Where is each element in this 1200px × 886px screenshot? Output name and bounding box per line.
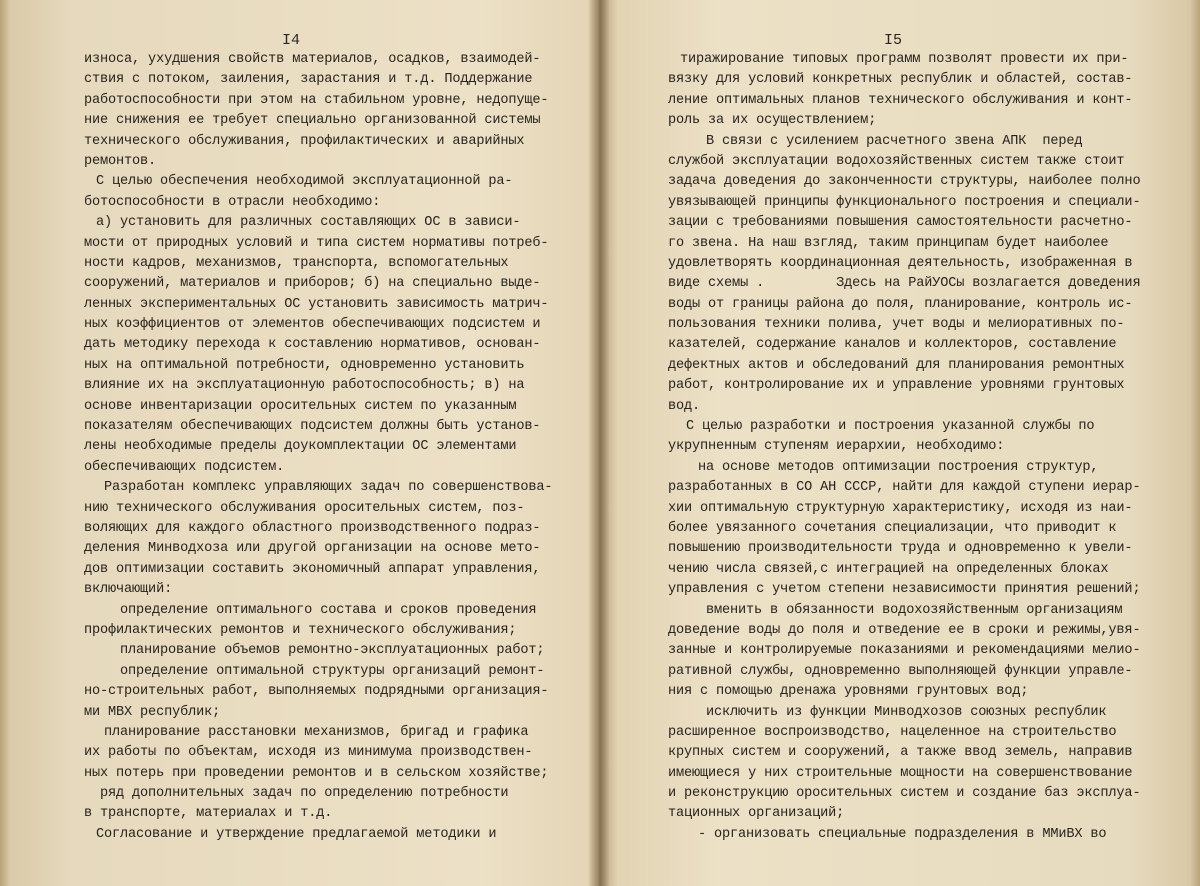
text-line: роль за их осуществлением; <box>668 113 877 129</box>
text-line: вод. <box>668 398 701 414</box>
text-line: го звена. На наш взгляд, таким принципам будет наиболее <box>668 235 1109 251</box>
text-line: их работы по объектам, исходя из минимума производствен- <box>84 745 533 761</box>
text-line: ративной службы, одновременно выполняющей функции управле- <box>668 663 1133 679</box>
text-line: лены необходимые пределы доукомплектации ОС элементами <box>84 439 517 455</box>
page-text <box>606 50 1200 845</box>
text-line: доведение воды до поля и отведение ее в сроки и режимы,увя- <box>668 622 1141 638</box>
text-line: исключить из функции Минводхозов союзных республик <box>706 704 1107 720</box>
text-line: хии оптимальную структурную характеристику, исходя из наи- <box>668 500 1133 516</box>
page-number: I5 <box>884 32 903 49</box>
text-line: и реконструкцию оросительных систем и создание баз эксплуа- <box>668 786 1141 802</box>
text-line: С целью разработки и построения указанной службы по <box>686 419 1095 435</box>
text-line: на основе методов оптимизации построения структур, <box>698 459 1099 475</box>
text-line: ных на оптимальной потребности, одновременно установить <box>84 357 525 373</box>
text-line: крупных систем и сооружений, а также ввод земель, направив <box>668 745 1133 761</box>
text-line: определение оптимальной структуры организаций ремонт- <box>120 663 545 679</box>
text-line: ния с помощью дренажа уровнями грунтовых вод; <box>668 684 1029 700</box>
text-line: влияние их на эксплуатационную работоспособность; в) на <box>84 378 525 394</box>
text-line: воляющих для каждого областного производственного подраз- <box>84 520 541 536</box>
text-line: увязывающей принципы функционального построения и специали- <box>668 194 1141 210</box>
text-line: ности кадров, механизмов, транспорта, вспомогательных <box>84 255 509 271</box>
text-line: С целью обеспечения необходимой эксплуатационной ра- <box>96 174 513 190</box>
text-line: воды от границы района до поля, планирование, контроль ис- <box>668 296 1133 312</box>
text-line: службой эксплуатации водохозяйственных систем также стоит <box>668 153 1125 169</box>
text-line: показателям обеспечивающих подсистем должны быть установ- <box>84 419 541 435</box>
text-line: ми МВХ республик; <box>84 704 221 720</box>
text-line: повышению производительности труда и одновременно к увели- <box>668 541 1133 557</box>
text-line: дов оптимизации составить экономичный аппарат управления, <box>84 561 541 577</box>
text-line: ствия с потоком, заиления, зарастания и т.д. Поддержание <box>84 72 533 88</box>
text-line: дать методику перехода к составлению нормативов, основан- <box>84 337 541 353</box>
text-line: технического обслуживания, профилактических и аварийных <box>84 133 525 149</box>
text-line: основе инвентаризации оросительных систем по указанным <box>84 398 517 414</box>
text-line: удовлетворять координационная деятельность, изображенная в <box>668 255 1133 271</box>
text-line: тационных организаций; <box>668 806 845 822</box>
text-line: расширенное воспроизводство, нацеленное на строительство <box>668 724 1117 740</box>
text-line: вменить в обязанности водохозяйственным организациям <box>706 602 1123 618</box>
text-line: задача доведения до законченности структуры, наиболее полно <box>668 174 1141 190</box>
left-page <box>0 0 592 886</box>
text-line: имеющиеся у них строительные мощности на совершенствование <box>668 765 1133 781</box>
text-line: Согласование и утверждение предлагаемой методики и <box>96 826 497 842</box>
page-text <box>0 50 592 845</box>
text-line: планирование расстановки механизмов, бригад и графика <box>104 724 529 740</box>
text-line: ных коэффициентов от элементов обеспечивающих подсистем и <box>84 317 541 333</box>
right-page <box>606 0 1200 886</box>
text-line: укрупненным ступеням иерархии, необходимо: <box>668 439 1005 455</box>
text-line: занные и контролируемые показаниями и рекомендациями мелио- <box>668 643 1141 659</box>
text-line: В связи с усилением расчетного звена АПК перед <box>706 133 1083 149</box>
text-line: работоспособности при этом на стабильном уровне, недопуще- <box>84 92 549 108</box>
text-line: дефектных актов и обследований для планирования ремонтных <box>668 357 1125 373</box>
text-line: ление оптимальных планов технического обслуживания и конт- <box>668 92 1133 108</box>
text-line: ленных экспериментальных ОС установить зависимость матрич- <box>84 296 549 312</box>
text-line: ние снижения ее требует специально организованной системы <box>84 113 541 129</box>
text-line: работ, контролирование их и управление уровнями грунтовых <box>668 378 1125 394</box>
text-line: вязку для условий конкретных республик и областей, состав- <box>668 72 1133 88</box>
text-line: профилактических ремонтов и технического обслуживания; <box>84 622 517 638</box>
text-line: обеспечивающих подсистем. <box>84 459 285 475</box>
text-line: сооружений, материалов и приборов; б) на специально выде- <box>84 276 541 292</box>
text-line: ных потерь при проведении ремонтов и в сельском хозяйстве; <box>84 765 549 781</box>
text-line: ботоспособности в отрасли необходимо: <box>84 194 381 210</box>
text-line: - организовать специальные подразделения в ММиВХ во <box>698 826 1107 842</box>
text-line: в транспорте, материалах и т.д. <box>84 806 333 822</box>
page-number: I4 <box>282 32 301 49</box>
text-line: износа, ухудшения свойств материалов, осадков, взаимодей- <box>84 52 541 67</box>
text-line: а) установить для различных составляющих ОС в зависи- <box>96 215 521 231</box>
text-line: ремонтов. <box>84 153 157 169</box>
text-line: более увязанного сочетания специализации, что приводит к <box>668 520 1117 536</box>
text-line: виде схемы . Здесь на РайУОСы возлагается доведения <box>668 276 1141 292</box>
text-line: разработанных в СО АН СССР, найти для каждой ступени иерар- <box>668 480 1141 496</box>
text-line: управления с учетом степени независимости принятия решений; <box>668 582 1141 598</box>
text-line: но-строительных работ, выполняемых подрядными организация- <box>84 684 549 700</box>
text-line: определение оптимального состава и сроков проведения <box>120 602 537 618</box>
text-line: деления Минводхоза или другой организации на основе мето- <box>84 541 541 557</box>
text-line: чению числа связей,с интеграцией на определенных блоках <box>668 561 1109 577</box>
text-line: мости от природных условий и типа систем нормативы потреб- <box>84 235 549 251</box>
text-line: казателей, содержание каналов и коллекторов, составление <box>668 337 1117 353</box>
text-line: включающий: <box>84 582 173 598</box>
text-line: зации с требованиями повышения самостоятельности расчетно- <box>668 215 1133 231</box>
text-line: Разработан комплекс управляющих задач по совершенствова- <box>104 480 553 496</box>
text-line: нию технического обслуживания оросительных систем, поз- <box>84 500 525 516</box>
text-line: планирование объемов ремонтно-эксплуатационных работ; <box>120 643 545 659</box>
text-line: ряд дополнительных задач по определению потребности <box>100 786 509 802</box>
text-line: тиражирование типовых программ позволят провести их при- <box>680 52 1129 67</box>
text-line: пользования техники полива, учет воды и мелиоративных по- <box>668 317 1125 333</box>
